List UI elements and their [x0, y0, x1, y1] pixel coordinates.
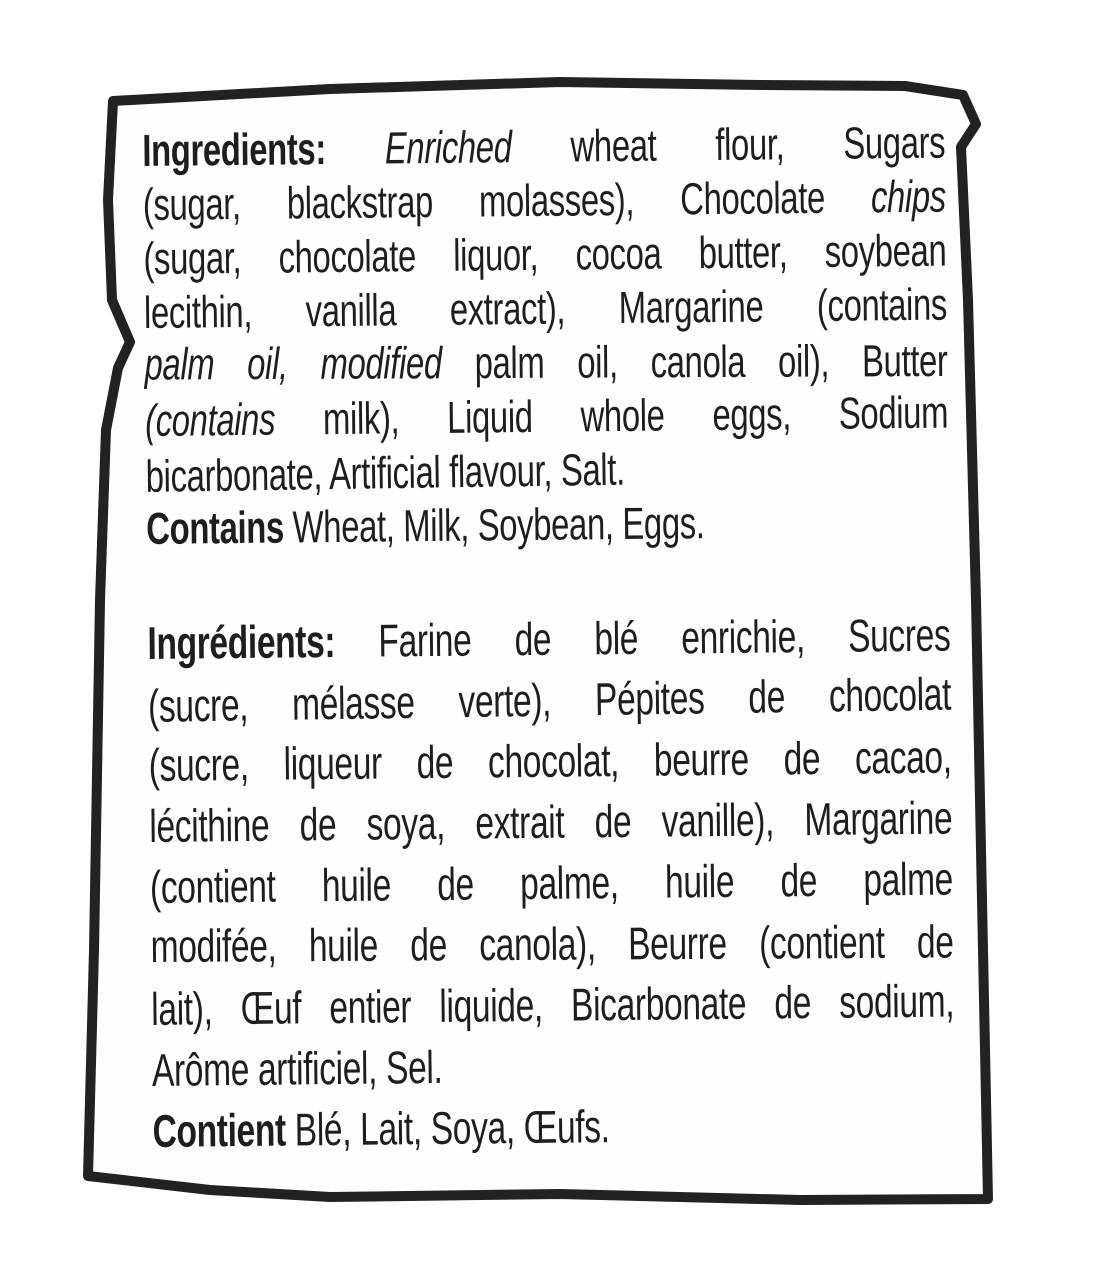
text-line: (contains milk), Liquid whole eggs, Sodium	[144, 386, 949, 446]
text-line: Contains Wheat, Milk, Soybean, Eggs.	[145, 497, 705, 554]
text-line: (sucre, mélasse verte), Pépites de chocolat	[147, 667, 952, 732]
ingredients-label	[142, 116, 956, 1162]
section-english	[142, 116, 949, 556]
text-line: Ingredients: Enriched wheat flour, Sugars	[142, 116, 946, 176]
text-line: lécithine de soya, extrait de vanille), Margarine	[149, 791, 953, 852]
text-line: Contient Blé, Lait, Soya, Œufs.	[152, 1100, 610, 1157]
text-line: (sugar, blackstrap molasses), Chocolate chips	[142, 170, 947, 230]
text-line: Ingrédients: Farine de blé enrichie, Sucres	[147, 608, 951, 669]
section-french	[147, 605, 956, 1162]
text-line: lecithin, vanilla extract), Margarine (contains	[143, 278, 948, 338]
text-line: bicarbonate, Artificial flavour, Salt.	[145, 443, 626, 502]
text-line: (sucre, liqueur de chocolat, beurre de cacao,	[148, 730, 952, 791]
text-line: modifée, huile de canola), Beurre (contient de	[150, 915, 954, 973]
text-line: Arôme artificiel, Sel.	[151, 1040, 443, 1096]
text-line: palm oil, modified palm oil, canola oil), Butter	[144, 334, 948, 390]
text-line: (sugar, chocolate liquor, cocoa butter, soybean	[143, 224, 947, 284]
text-line: lait), Œuf entier liquide, Bicarbonate de sodium,	[150, 974, 955, 1035]
text-line: (contient huile de palme, huile de palme	[149, 852, 954, 913]
